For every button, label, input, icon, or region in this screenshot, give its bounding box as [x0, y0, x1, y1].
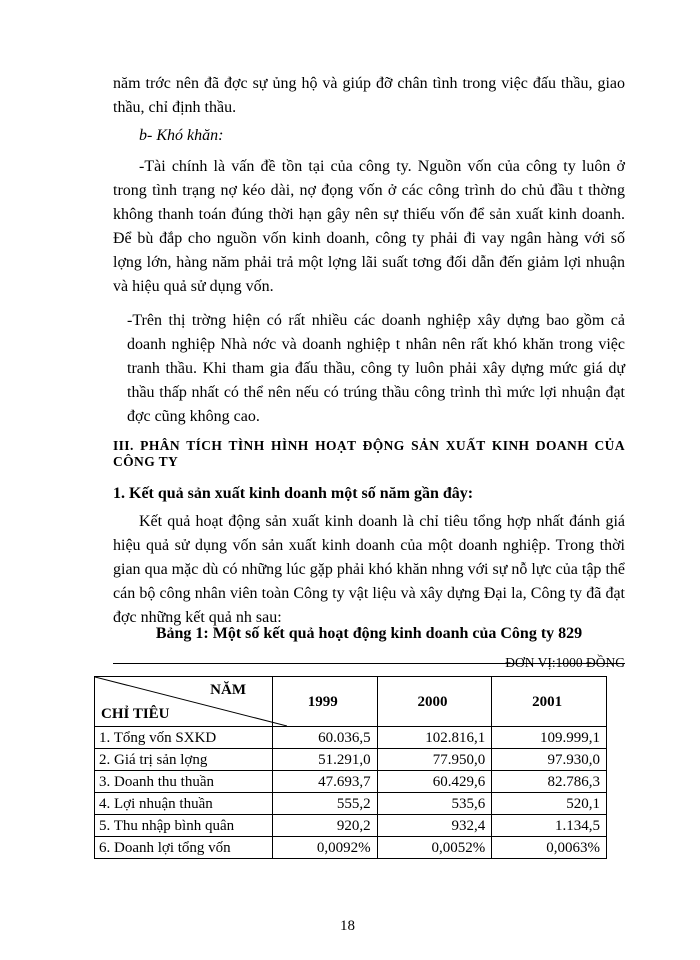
subsection-1-heading: 1. Kết quả sản xuất kinh doanh một số năm gần đây:: [113, 485, 474, 502]
market-paragraph: -Trên thị trờng hiện có rất nhiều các doanh nghiệp xây dựng bao gồm cả doanh nghiệp Nhà nớc và doanh nghiệp t nhân nên rất khó khăn trong việc tranh thầu. Khi tham gia đấu thầu, công ty luôn phải xây dựng mức giá dự thầu thấp nhất có thể nên nếu có trúng thầu công trình thì mức lợi nhuận đạt đợc cũng không cao.: [127, 312, 625, 425]
row-value: 535,6: [377, 793, 492, 815]
row-value: 82.786,3: [492, 771, 607, 793]
table-row: [95, 727, 607, 749]
difficulties-heading: b- Khó khăn:: [139, 127, 224, 144]
table-row: [95, 837, 607, 859]
table-row: [95, 771, 607, 793]
year-header: 2001: [492, 677, 607, 727]
row-value: 555,2: [273, 793, 378, 815]
table-row: [95, 749, 607, 771]
row-value: 60.429,6: [377, 771, 492, 793]
row-value: 0,0063%: [492, 837, 607, 859]
row-value: 102.816,1: [377, 727, 492, 749]
row-label: 3. Doanh thu thuần: [95, 771, 273, 793]
row-label: 5. Thu nhập bình quân: [95, 815, 273, 837]
corner-indicator-label: CHỈ TIÊU: [101, 706, 170, 722]
row-value: 97.930,0: [492, 749, 607, 771]
row-value: 109.999,1: [492, 727, 607, 749]
table-row: [95, 815, 607, 837]
row-value: 60.036,5: [273, 727, 378, 749]
row-label: 2. Giá trị sản lợng: [95, 749, 273, 771]
row-label: 1. Tổng vốn SXKD: [95, 727, 273, 749]
row-value: 77.950,0: [377, 749, 492, 771]
row-value: 51.291,0: [273, 749, 378, 771]
row-value: 0,0052%: [377, 837, 492, 859]
row-label: 6. Doanh lợi tổng vốn: [95, 837, 273, 859]
intro-paragraph: năm trớc nên đã đợc sự ủng hộ và giúp đỡ chân tình trong việc đấu thầu, giao thầu, chỉ định thầu.: [113, 75, 625, 116]
results-table: [94, 676, 607, 859]
table-row: [95, 793, 607, 815]
row-value: 1.134,5: [492, 815, 607, 837]
row-value: 47.693,7: [273, 771, 378, 793]
row-label: 4. Lợi nhuận thuần: [95, 793, 273, 815]
row-value: 520,1: [492, 793, 607, 815]
table-header-row: [95, 677, 607, 727]
corner-year-label: NĂM: [210, 682, 246, 698]
year-header: 2000: [377, 677, 492, 727]
section-3-heading: III. PHÂN TÍCH TÌNH HÌNH HOẠT ĐỘNG SẢN XUẤT KINH DOANH CỦA CÔNG TY: [113, 438, 625, 469]
row-value: 932,4: [377, 815, 492, 837]
row-value: 920,2: [273, 815, 378, 837]
corner-header-cell: [95, 677, 273, 727]
year-header: 1999: [273, 677, 378, 727]
results-paragraph: Kết quả hoạt động sản xuất kinh doanh là chỉ tiêu tổng hợp nhất đánh giá hiệu quả sử dụng vốn sản xuất kinh doanh của một doanh nghiệp. Trong thời gian qua mặc dù có những lúc gặp phải khó khăn nhng với sự nỗ lực của tập thể cán bộ công nhân viên toàn Công ty vật liệu và xây dựng Đại la, Công ty đã đạt đợc những kết quả nh sau:: [113, 513, 625, 626]
table-unit: ĐƠN VỊ:1000 ĐỒNG: [505, 655, 625, 670]
finance-paragraph: -Tài chính là vấn đề tồn tại của công ty. Nguồn vốn của công ty luôn ở trong tình trạng nợ kéo dài, nợ đọng vốn ở các công trình do chủ đầu t thờng không thanh toán đúng thời hạn gây nên sự thiếu vốn để sản xuất kinh doanh. Để bù đắp cho nguồn vốn kinh doanh, công ty phải đi vay ngân hàng với số lợng lớn, hàng năm phải trả một lợng lãi suất tơng đối dẫn đến giảm lợi nhuận và hiệu quả sử dụng vốn.: [113, 158, 625, 295]
page-number: 18: [340, 918, 355, 934]
table-title: Bảng 1: Một số kết quả hoạt động kinh doanh của Công ty 829: [155, 625, 583, 642]
row-value: 0,0092%: [273, 837, 378, 859]
